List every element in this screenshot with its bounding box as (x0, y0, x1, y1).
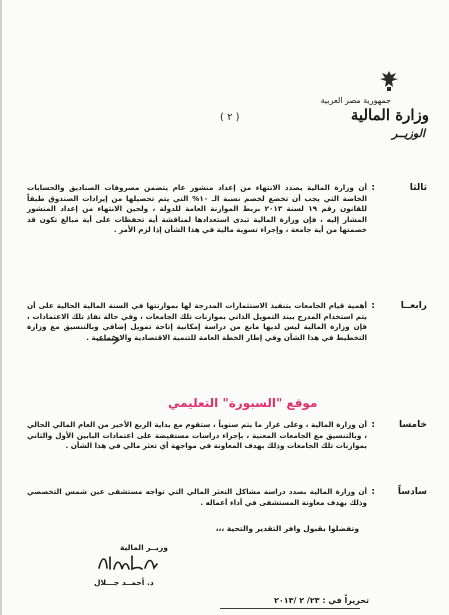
section-sixth (23, 487, 427, 519)
section-label: رابعــا (400, 301, 427, 311)
section-text: أهمية قيام الجامعات بتنفيذ الاستثمارات المدرجة لها بموازنتها في السنة المالية الحالية على أن يتم استخدام المدرج ببند التمويل الذاتي بموازنات تلك الجامعات ، وفي حالة نفاذ تلك الاعتمادات ، فإن وزارة المالية ليس لديها مانع من دراسة إمكانية إتاحة تمويل إضافي وبالتنسيق مع وزارة التخطيط في هذا الشأن وفي إطار الخطة العامة للتنمية الاقتصادية والاجتماعية . (27, 301, 367, 342)
section-text: أن وزارة المالية بصدد دراسة مشاكل التعثر المالي التي تواجه مستشفى عين شمس التخصصي وذلك بهدف معاونة المستشفى في أداء أعماله . (27, 487, 367, 507)
minister-title: الوزيــر (392, 127, 425, 140)
section-label: سادساً (397, 487, 427, 497)
section-colon: : (371, 487, 375, 497)
section-colon: : (371, 301, 375, 311)
section-text: أن وزارة المالية بصدد الانتهاء من إعداد منشور عام يتضمن مصروفات الصناديق والحسابات الخاصة التي يجب أن تخضع لخصم نسبة الـ ١٠% التي يتم تحصيلها من إيرادات الصندوق طبقاً للقانون رقم ١٩ لسنة ٢٠١٣ بربط الموازنة العامة للدولة ، ولحين الانتهاء من إعداد المنشور المشار إليه ، فإن وزارة المالية تبدى استعدادها لمناقشة أية تحفظات على أية مبالغ تكون قد خصمتها من أية جامعة ، وإجراء تسوية مالية في هذا الشأن إذا لزم الأمر . (27, 183, 367, 235)
scan-edge (0, 0, 2, 615)
section-label: ثالثا (409, 183, 427, 193)
section-colon: : (371, 183, 375, 193)
signatory-title: وزيــر المالية (120, 543, 168, 552)
date-line: تحريراً في : ٢٣/ ٢ /٢٠١٣ (274, 596, 369, 605)
closing-salutation: وتفضلوا بقبول وافر التقدير والتحية ،،، (215, 524, 359, 533)
section-fourth (23, 301, 427, 411)
section-label: خامسا (399, 420, 427, 430)
eagle-emblem-icon (379, 70, 399, 92)
section-fifth (23, 420, 427, 486)
signatory-name: د. أحمــد جـــلال (94, 578, 154, 587)
handwritten-arrow-icon (96, 335, 122, 345)
footer-divider (220, 608, 360, 609)
section-text: أن وزارة المالية ، وعلى غرار ما يتم سنوياً ، ستقوم مع بداية الربع الأخير من العام المالي الحالي ، وبالتنسيق مع الجامعات المعنية ، بإجراء دراسات مستفيضة على اعتمادات البابين الأول والثاني بموازنات تلك الجامعات وذلك بهدف المعاونة في مواجهة أي تعثر مالي في هذا الشأن . (27, 420, 367, 451)
handwritten-signature (96, 552, 160, 574)
ministry-name: وزارة المالية (350, 106, 429, 124)
section-third (23, 183, 427, 293)
page-number: ( ٢ ) (220, 112, 240, 123)
watermark: موقع "السبورة" التعليمي (168, 396, 318, 410)
country-name: جمهورية مصر العربية (320, 96, 391, 105)
section-colon: : (371, 420, 375, 430)
